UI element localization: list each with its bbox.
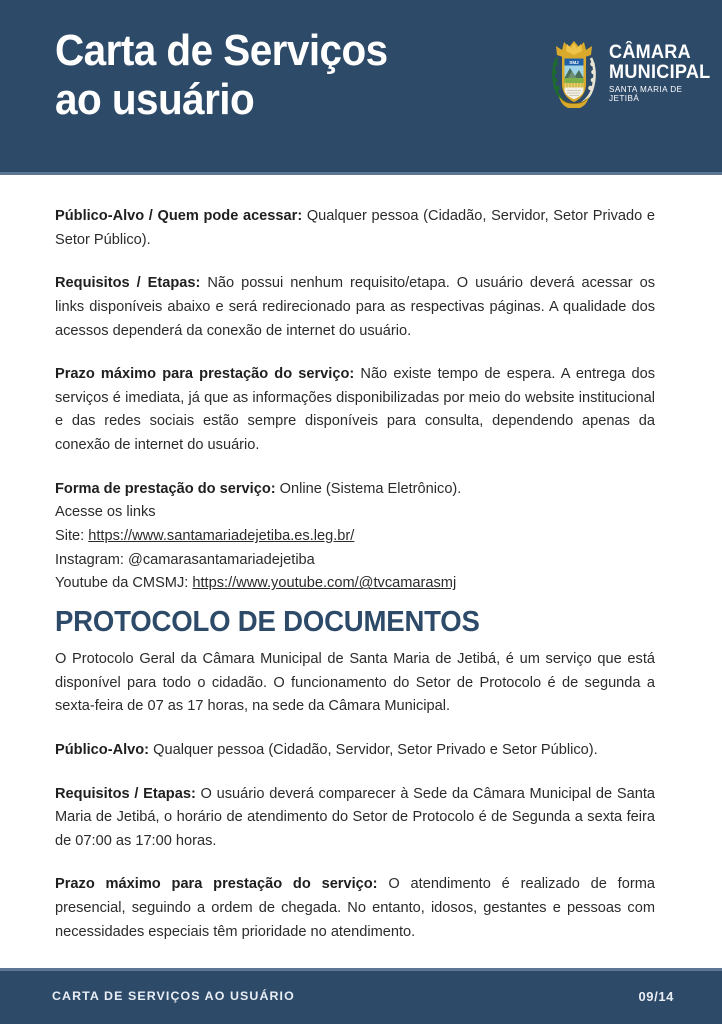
paragraph-publico-alvo-2 (55, 739, 655, 763)
logo-line-city: SANTA MARIA DE JETIBÁ (609, 84, 683, 103)
paragraph-publico-alvo-1 (55, 205, 655, 252)
text-requisitos-2: O usuário deverá comparecer à Sede da Câmara Municipal de Santa Maria de Jetibá, o horário de atendimento do Setor de Protocolo é de Segunda a sexta feira de 07:00 as 17:00 horas. (55, 785, 656, 849)
access-links-intro: Acesse os links (55, 504, 156, 521)
logo-line-camara: CÂMARA (609, 42, 691, 64)
label-requisitos-2: Requisitos / Etapas: (55, 785, 196, 802)
label-prazo-2: Prazo máximo para prestação do serviço: (55, 876, 378, 893)
logo-line-municipal: MUNICIPAL (609, 62, 711, 84)
page-header (0, 0, 722, 172)
paragraph-requisitos-1 (55, 272, 655, 343)
youtube-link[interactable]: https://www.youtube.com/@tvcamarasmj (192, 575, 457, 592)
site-link[interactable]: https://www.santamariadejetiba.es.leg.br/ (88, 528, 355, 545)
link-prefix-site: Site: (55, 528, 89, 545)
label-forma-prestacao: Forma de prestação do serviço: (55, 480, 276, 497)
text-prazo-1: Não existe tempo de espera. A entrega dos serviços é imediata, já que as informações disponibilizadas por meio do website institucional e das redes sociais estão sempre disponíveis para consulta, dependendo apenas da conexão de internet do usuário. (55, 366, 655, 454)
text-publico-alvo-1: Qualquer pessoa (Cidadão, Servidor, Setor Privado e Setor Público). (55, 208, 656, 248)
text-prazo-2: O atendimento é realizado de forma presencial, seguindo a ordem de chegada. No entanto, idosos, gestantes e pessoas com necessidades especiais têm prioridade no atendimento. (55, 876, 655, 940)
instagram-handle: @camarasantamariadejetiba (128, 551, 315, 568)
link-prefix-youtube: Youtube da CMSMJ: (55, 575, 193, 592)
text-publico-alvo-2: Qualquer pessoa (Cidadão, Servidor, Setor Privado e Setor Público). (149, 741, 598, 758)
paragraph-requisitos-2 (55, 783, 655, 854)
link-row-instagram (55, 549, 655, 573)
label-requisitos-1: Requisitos / Etapas: (55, 275, 201, 292)
label-prazo-1: Prazo máximo para prestação do serviço: (55, 366, 355, 383)
header-divider (0, 172, 722, 175)
page-number: 09/14 (638, 989, 674, 1004)
paragraph-prazo-2 (55, 873, 655, 944)
section-heading-protocolo: PROTOCOLO DE DOCUMENTOS (55, 605, 480, 638)
coat-of-arms-icon (548, 38, 600, 108)
text-requisitos-1: Não possui nenhum requisito/etapa. O usuário deverá acessar os links disponíveis abaixo e será redirecionado para as respectivas páginas. A qualidade dos acessos dependerá da conexão de internet do usuário. (55, 275, 656, 339)
paragraph-protocolo-intro: O Protocolo Geral da Câmara Municipal de Santa Maria de Jetibá, é um serviço que está disponível para todo o cidadão. O funcionamento do Setor de Protocolo é de segunda a sexta-feira de 07 as 17 horas, na sede da Câmara Municipal. (55, 650, 655, 715)
footer-title: CARTA DE SERVIÇOS AO USUÁRIO (52, 989, 295, 1003)
paragraph-forma-prestacao (55, 478, 655, 502)
link-prefix-instagram: Instagram: (55, 551, 128, 568)
label-publico-alvo-1: Público-Alvo / Quem pode acessar: (55, 208, 303, 224)
link-row-youtube (55, 572, 655, 596)
document-body (55, 205, 655, 944)
svg-text:SMJ: SMJ (569, 60, 579, 66)
label-publico-alvo-2: Público-Alvo: (55, 741, 150, 758)
link-row-site (55, 525, 655, 549)
page-title: Carta de Serviços ao usuário (55, 26, 388, 125)
page-footer (0, 971, 722, 1024)
logo-wordmark (609, 43, 716, 102)
paragraph-prazo-1 (55, 363, 655, 458)
institution-logo (548, 36, 711, 110)
text-forma-prestacao: Online (Sistema Eletrônico). (275, 480, 462, 497)
